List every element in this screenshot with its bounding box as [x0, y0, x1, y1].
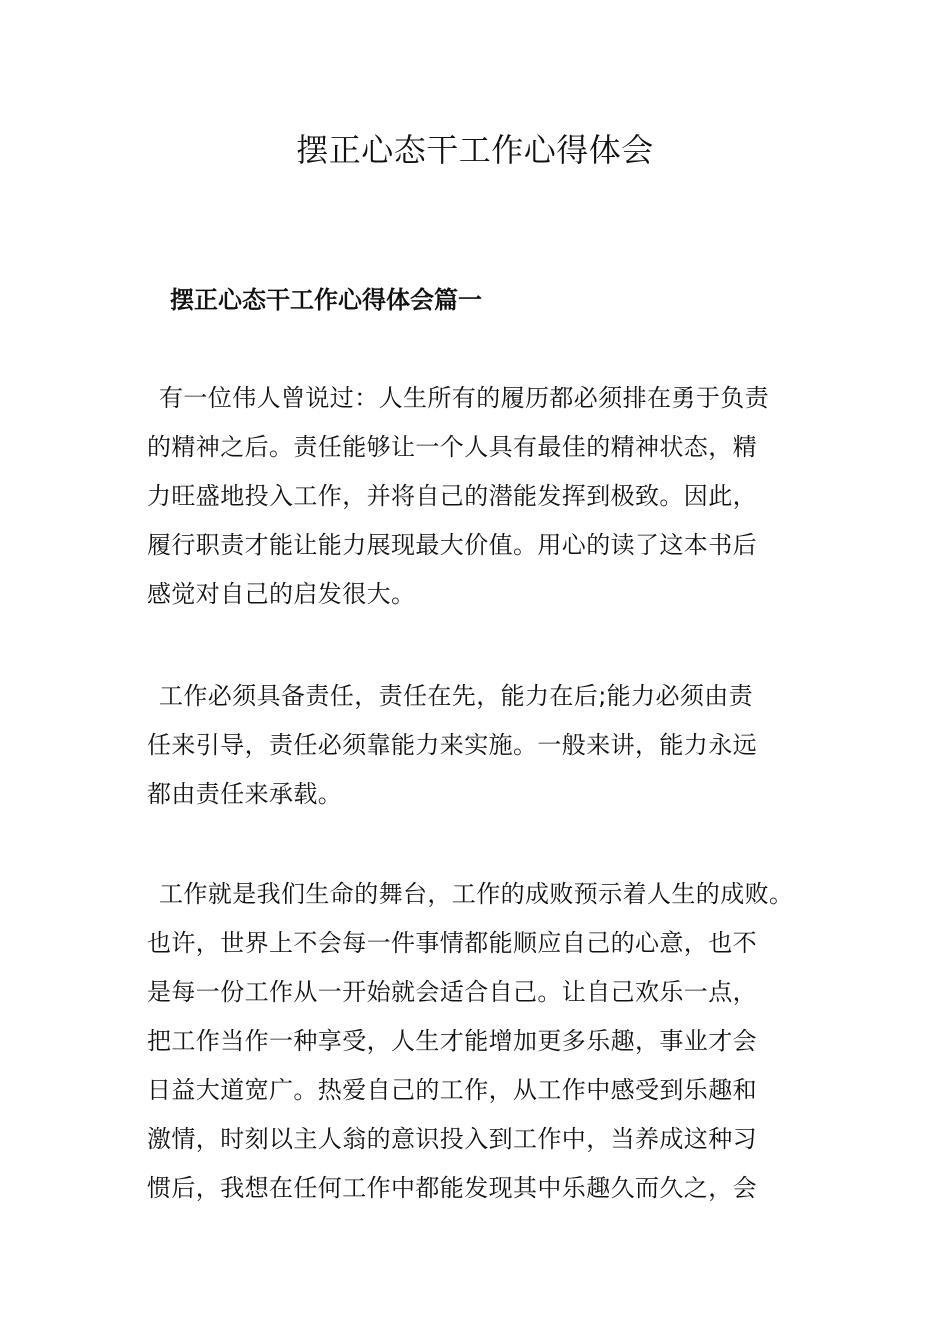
paragraph-3: [147, 870, 827, 1213]
paragraph-line: 激情，时刻以主人翁的意识投入到工作中，当养成这种习: [147, 1125, 757, 1153]
paragraph-line: 是每一份工作从一开始就会适合自己。让自己欢乐一点，: [147, 978, 757, 1006]
paragraph-line: 惯后，我想在任何工作中都能发现其中乐趣久而久之，会: [147, 1174, 757, 1202]
paragraph-line: 有一位伟人曾说过：人生所有的履历都必须排在勇于负责: [159, 384, 769, 412]
paragraph-2: [147, 672, 827, 819]
paragraph-line: 日益大道宽广。热爱自己的工作，从工作中感受到乐趣和: [147, 1076, 757, 1104]
paragraph-line: 的精神之后。责任能够让一个人具有最佳的精神状态，精: [147, 433, 757, 461]
paragraph-line: 把工作当作一种享受，人生才能增加更多乐趣，事业才会: [147, 1027, 757, 1055]
paragraph-1: [147, 374, 827, 619]
paragraph-line: 感觉对自己的启发很大。: [147, 580, 416, 608]
paragraph-line: 工作就是我们生命的舞台，工作的成败预示着人生的成败。: [159, 880, 794, 908]
paragraph-line: 履行职责才能让能力展现最大价值。用心的读了这本书后: [147, 531, 757, 559]
section-heading: 摆正心态干工作心得体会篇一: [170, 286, 482, 314]
paragraph-line: 任来引导，责任必须靠能力来实施。一般来讲，能力永远: [147, 731, 757, 759]
paragraph-line: 力旺盛地投入工作，并将自己的潜能发挥到极致。因此，: [147, 482, 757, 510]
paragraph-line: 都由责任来承载。: [147, 780, 343, 808]
document-title: 摆正心态干工作心得体会: [296, 131, 654, 169]
paragraph-line: 也许，世界上不会每一件事情都能顺应自己的心意，也不: [147, 929, 757, 957]
paragraph-line: 工作必须具备责任，责任在先，能力在后;能力必须由责: [159, 682, 754, 710]
